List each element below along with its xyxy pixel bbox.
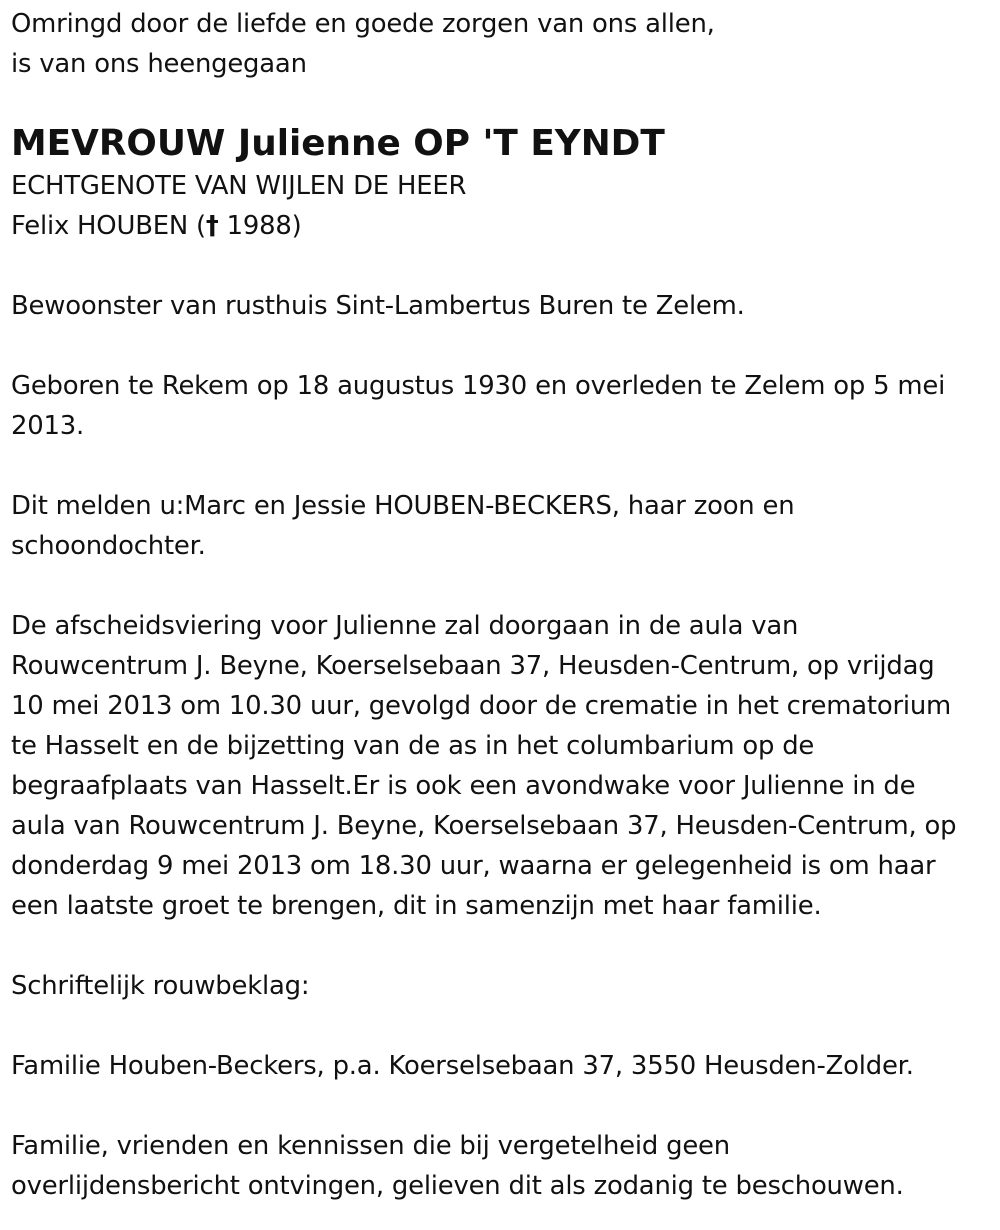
closing-line-2: overlijdensbericht ontvingen, gelieven dit als zodanig te beschouwen. [11,1171,904,1201]
birth-death-line-2: 2013. [11,411,85,441]
spouse-death-year: 1988) [218,211,302,241]
announcers-line-1: Dit melden u:Marc en Jessie HOUBEN-BECKERS, haar zoon en [11,491,795,521]
spacer [11,1006,991,1046]
spacer [11,326,991,366]
condolence-address: Familie Houben-Beckers, p.a. Koerselsebaan 37, 3550 Heusden-Zolder. [11,1051,914,1081]
ceremony-line: donderdag 9 mei 2013 om 18.30 uur, waarna er gelegenheid is om haar [11,851,936,881]
residence-line: Bewoonster van rusthuis Sint-Lambertus Buren te Zelem. [11,291,745,321]
spouse-line [11,206,991,246]
spouse-title: ECHTGENOTE VAN WIJLEN DE HEER [11,171,467,201]
announcers-line-2: schoondochter. [11,531,206,561]
ceremony-line: begraafplaats van Hasselt.Er is ook een avondwake voor Julienne in de [11,771,916,801]
condolence-heading: Schriftelijk rouwbeklag: [11,971,310,1001]
spouse-name: Felix HOUBEN ( [11,211,206,241]
spacer [11,446,991,486]
spacer [11,926,991,966]
ceremony-line: 10 mei 2013 om 10.30 uur, gevolgd door de crematie in het crematorium [11,691,952,721]
ceremony-line: De afscheidsviering voor Julienne zal doorgaan in de aula van [11,611,799,641]
intro-line-1: Omringd door de liefde en goede zorgen van ons allen, [11,9,715,39]
birth-death-line-1: Geboren te Rekem op 18 augustus 1930 en overleden te Zelem op 5 mei [11,371,946,401]
cross-icon: † [205,211,219,241]
obituary-notice [11,4,991,1206]
spacer [11,566,991,606]
ceremony-line: te Hasselt en de bijzetting van de as in het columbarium op de [11,731,815,761]
ceremony-line: Rouwcentrum J. Beyne, Koerselsebaan 37, Heusden-Centrum, op vrijdag [11,651,935,681]
intro-line-2: is van ons heengegaan [11,49,307,79]
spacer [11,1086,991,1126]
deceased-name: MEVROUW Julienne OP 'T EYNDT [11,123,665,164]
ceremony-line: aula van Rouwcentrum J. Beyne, Koerselsebaan 37, Heusden-Centrum, op [11,811,957,841]
ceremony-line: een laatste groet te brengen, dit in samenzijn met haar familie. [11,891,822,921]
ceremony-paragraph [11,606,991,926]
closing-line-1: Familie, vrienden en kennissen die bij vergetelheid geen [11,1131,730,1161]
spacer [11,246,991,286]
